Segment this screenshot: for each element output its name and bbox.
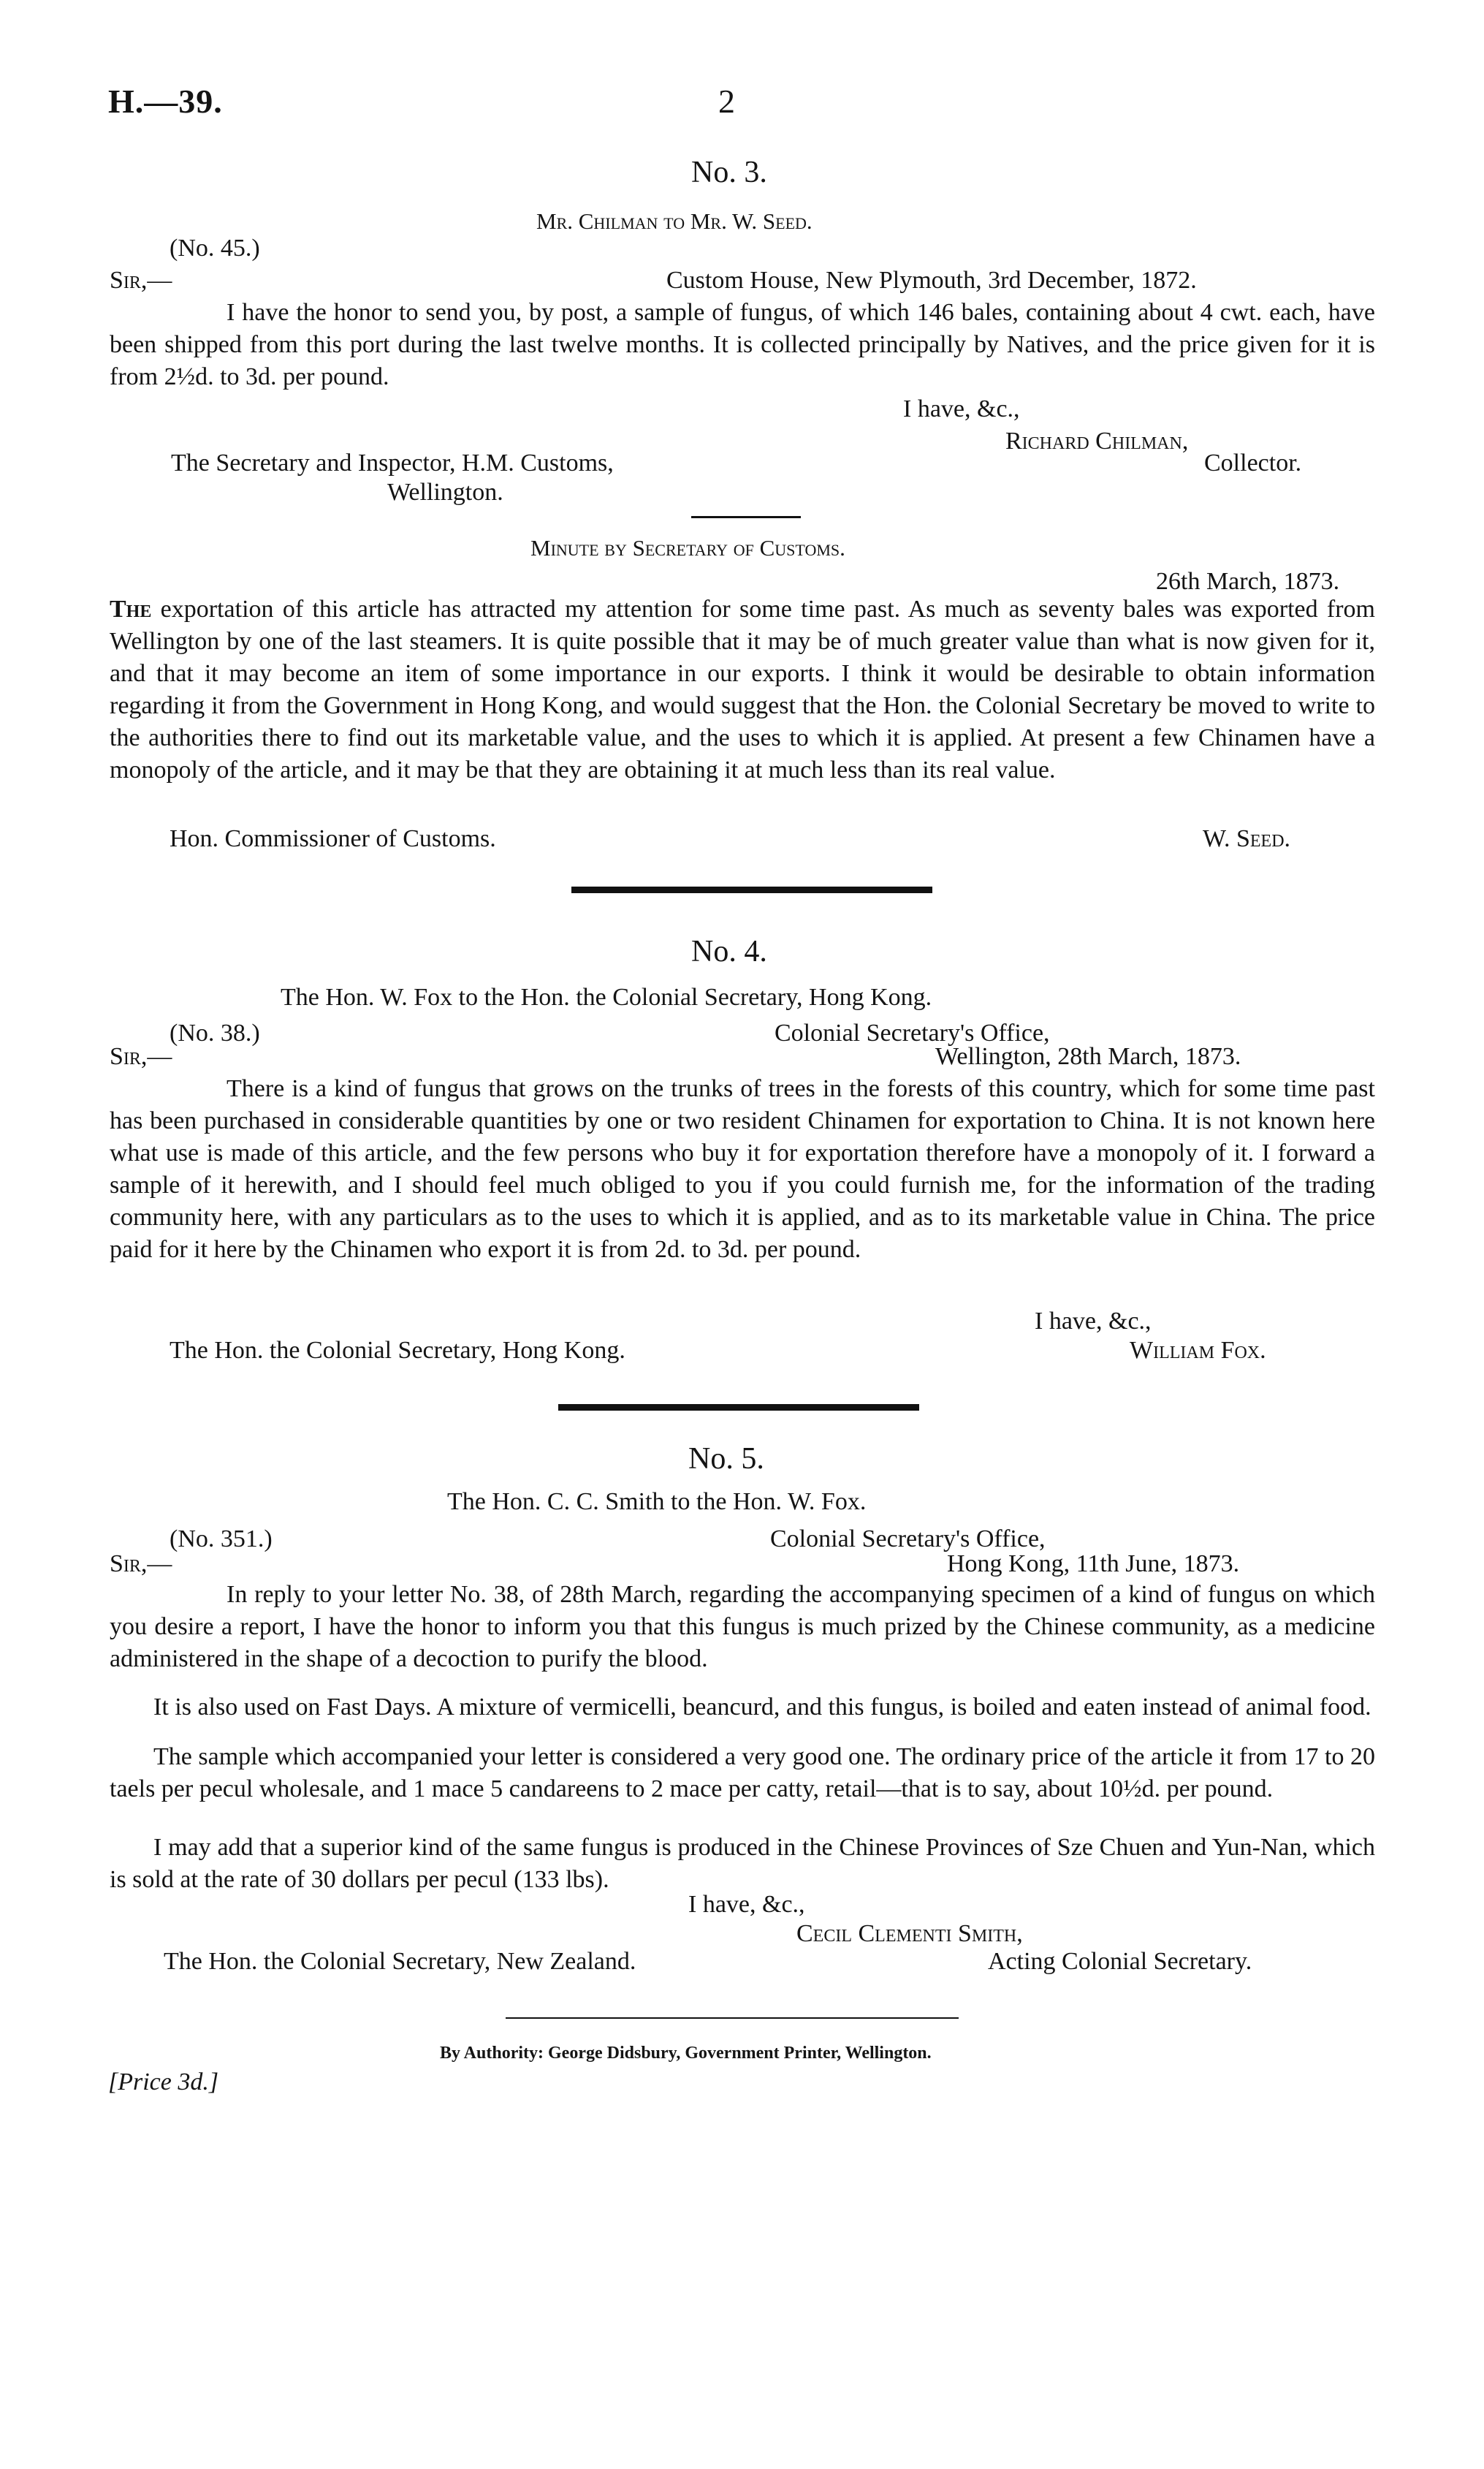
closing: I have, &c., (1035, 1308, 1152, 1335)
letter-paragraph: In reply to your letter No. 38, of 28th March, regarding the accompanying specimen of a kind of fungus on which you desire a report, I have the honor to inform you that this fungus is much prized by the Chinese community, as a medicine administered in the shape of a decoction to purify the blood. (110, 1581, 1375, 1672)
signature: Cecil Clementi Smith, (796, 1920, 1023, 1947)
price: [Price 3d.] (108, 2068, 219, 2096)
letter-body: There is a kind of fungus that grows on the trunks of trees in the forests of this country, which for some time past has been purchased in considerable quantities by one or two resident Chinamen for exportation to China. It is not known here what use is made of this article, and the few persons who buy it for exportation therefore have a monopoly of it. I forward a sample of it herewith, and I should feel much obliged to you if you could furnish me, for the information of the trading community here, with any particulars as to the uses to which it is applied, and as to its marketable value in China. The price paid for it here by the Chinamen who export it is from 2d. to 3d. per pound. (110, 1075, 1375, 1263)
letter-number: No. 4. (691, 935, 767, 968)
office: Colonial Secretary's Office, (775, 1020, 1050, 1047)
letter-paragraph: It is also used on Fast Days. A mixture of vermicelli, beancurd, and this fungus, is boiled and eaten instead of animal food. (153, 1694, 1371, 1721)
addressee: The Hon. the Colonial Secretary, Hong Kong. (170, 1337, 625, 1364)
salutation: Sir,— (110, 267, 172, 294)
minute-addressee: Hon. Commissioner of Customs. (170, 825, 496, 852)
section-divider (558, 1404, 919, 1411)
minute-body (110, 593, 1375, 786)
letter-reference: (No. 45.) (170, 235, 260, 262)
printer-credit: By Authority: George Didsbury, Government Printer, Wellington. (440, 2044, 932, 2063)
signature: Richard Chilman, (1005, 428, 1189, 455)
letter-paragraph: I may add that a superior kind of the same fungus is produced in the Chinese Provinces of Sze Chuen and Yun-Nan, which is sold at the rate of 30 dollars per pecul (133 lbs). (110, 1834, 1375, 1893)
minute-body-lead: The (110, 596, 152, 623)
section-divider (571, 887, 932, 893)
closing: I have, &c., (688, 1891, 805, 1918)
place-date: Wellington, 28th March, 1873. (935, 1043, 1241, 1070)
letter-heading: Mr. Chilman to Mr. W. Seed. (536, 208, 813, 234)
page-number: 2 (718, 83, 735, 120)
minute-heading: Minute by Secretary of Customs. (530, 535, 845, 561)
place-date: Hong Kong, 11th June, 1873. (947, 1550, 1240, 1577)
signature: William Fox. (1130, 1337, 1266, 1364)
letter-paragraph: The sample which accompanied your letter is considered a very good one. The ordinary price of the article it from 17 to 20 taels per pecul wholesale, and 1 mace 5 candareens to 2 mace per catty, retail—that is to say, about 10½d. per pound. (110, 1743, 1375, 1802)
minute-body-text: exportation of this article has attracted my attention for some time past. As much as seventy bales was exported from Wellington by one of the last steamers. It is quite possible that it may be of much greater value than what is now given for it, and that it may become an item of some importance in our exports. I think it would be desirable to obtain information regarding it from the Government in Hong Kong, and would suggest that the Hon. the Colonial Secretary be moved to write to the authorities there to find out its marketable value, and the uses to which it is applied. At present a few Chinamen have a monopoly of the article, and it may be that they are obtaining it at much less than its real value. (110, 596, 1375, 784)
letter-body: I have the honor to send you, by post, a sample of fungus, of which 146 bales, containing about 4 cwt. each, have been shipped from this port during the last twelve months. It is collected principally by Natives, and the price given for it is from 2½d. to 3d. per pound. (110, 299, 1375, 390)
letter-reference: (No. 38.) (170, 1020, 260, 1047)
letter-heading: The Hon. C. C. Smith to the Hon. W. Fox. (447, 1488, 867, 1515)
addressee-city: Wellington. (387, 479, 503, 506)
minute-date: 26th March, 1873. (1156, 568, 1340, 595)
letter-number: No. 5. (688, 1442, 764, 1476)
closing: I have, &c., (903, 395, 1020, 422)
addressee: The Secretary and Inspector, H.M. Customs, (171, 450, 614, 477)
letter-heading: The Hon. W. Fox to the Hon. the Colonial Secretary, Hong Kong. (281, 984, 932, 1011)
letter-reference: (No. 351.) (170, 1525, 273, 1552)
divider (691, 516, 801, 518)
office: Colonial Secretary's Office, (770, 1525, 1046, 1552)
page-code: H.—39. (108, 83, 223, 120)
footer-divider (506, 2017, 959, 2019)
signature-title: Acting Colonial Secretary. (988, 1948, 1252, 1975)
addressee: The Hon. the Colonial Secretary, New Zealand. (164, 1948, 636, 1975)
minute-signature: W. Seed. (1203, 825, 1291, 852)
letter-number: No. 3. (691, 156, 767, 189)
salutation: Sir,— (110, 1550, 172, 1577)
signature-title: Collector. (1204, 450, 1302, 477)
place-date: Custom House, New Plymouth, 3rd December, 1872. (666, 267, 1197, 294)
salutation: Sir,— (110, 1043, 172, 1070)
